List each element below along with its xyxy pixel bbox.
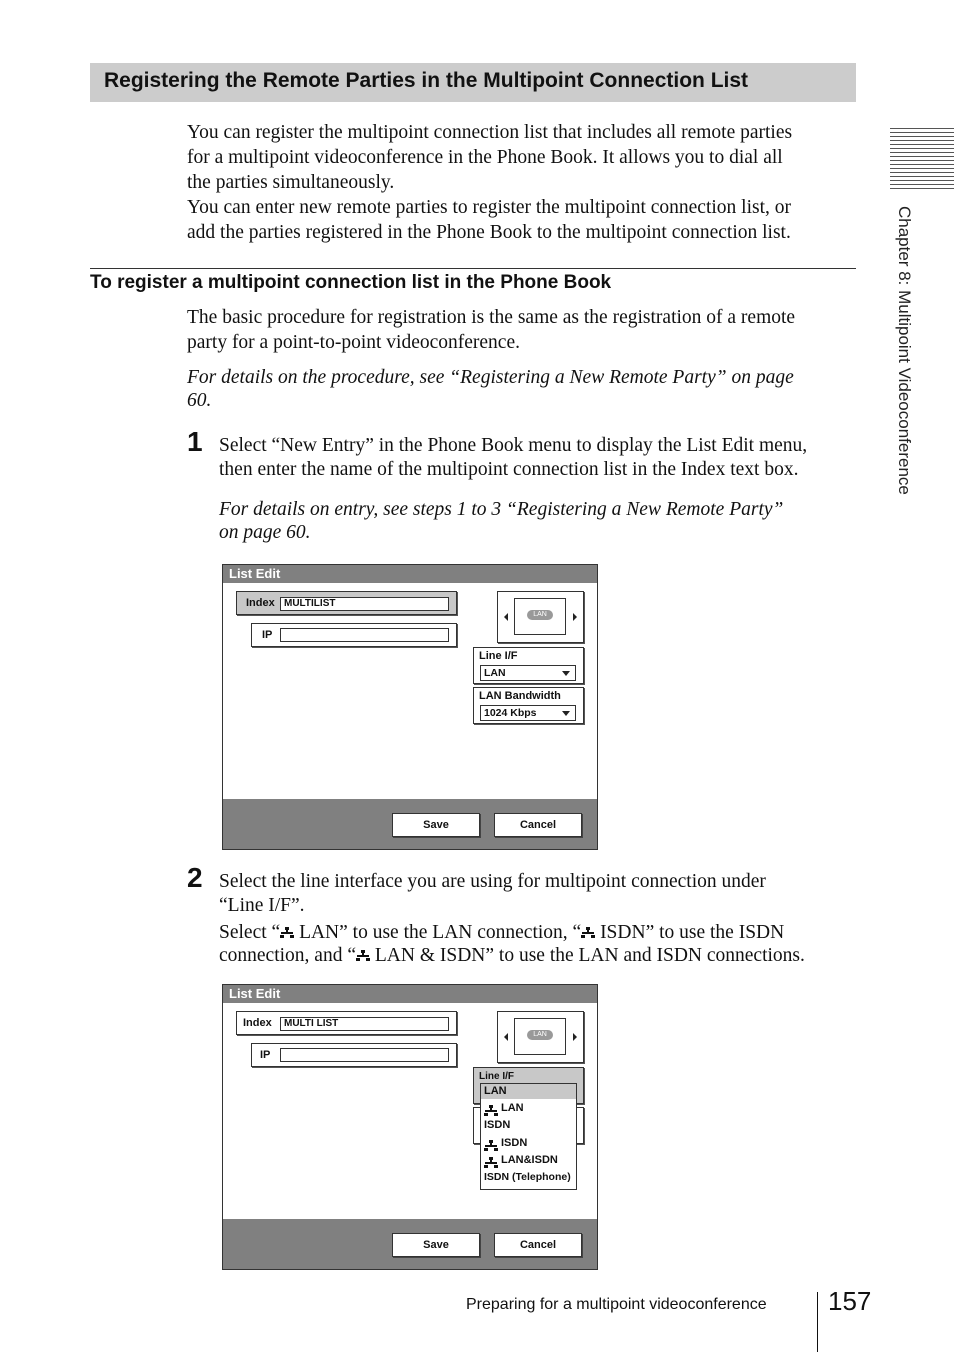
network-icon: [356, 950, 370, 962]
dropdown-group-isdn: ISDN: [484, 1119, 511, 1131]
network-icon: [484, 1138, 498, 1156]
lan-badge: LAN: [527, 1030, 553, 1040]
ip-input[interactable]: [280, 1048, 449, 1062]
dropdown-option-lan[interactable]: LAN: [501, 1102, 524, 1114]
lan-bandwidth-select[interactable]: 1024 Kbps: [480, 705, 576, 721]
section-title-bar: [90, 63, 856, 102]
step-1-text: Select “New Entry” in the Phone Book menu to display the List Edit menu, then enter the name of the multipoint connection list in the Index text box.: [219, 435, 808, 480]
intro-paragraph: You can register the multipoint connection list that includes all remote parties for a multipoint videoconference in the Phone Book. It allows you to dial all the parties simultaneously. You can enter new remote parties to register the multipoint connection list, or add the parties registered in the Phone Book to the multipoint connection list.: [187, 122, 793, 243]
dialog-footer: [223, 1219, 597, 1269]
dialog-titlebar: [223, 985, 597, 1003]
prev-arrow-icon[interactable]: [504, 1033, 508, 1041]
dialog-footer: [223, 799, 597, 849]
next-arrow-icon[interactable]: [573, 613, 577, 621]
lan-bandwidth-group: [473, 687, 584, 724]
step-2-number: 2: [187, 862, 203, 893]
dialog-title: List Edit: [229, 986, 281, 1001]
index-input[interactable]: MULTI LIST: [280, 1017, 449, 1031]
dropdown-option-isdn-telephone[interactable]: ISDN (Telephone): [484, 1171, 571, 1183]
ip-input[interactable]: [280, 628, 449, 642]
basic-paragraph: The basic procedure for registration is the same as the registration of a remote party for a point-to-point videoconference.: [187, 307, 796, 353]
preview-frame: [514, 598, 566, 635]
page-number: 157: [828, 1286, 872, 1316]
line-if-group: [473, 647, 584, 684]
chapter-tab-lines: [890, 128, 954, 192]
index-label: Index: [246, 597, 275, 609]
index-field[interactable]: [236, 591, 457, 615]
lan-badge: LAN: [527, 610, 553, 620]
index-label: Index: [243, 1017, 272, 1029]
network-icon: [280, 927, 294, 939]
prev-arrow-icon[interactable]: [504, 613, 508, 621]
subheading: To register a multipoint connection list in the Phone Book: [90, 272, 612, 293]
reference-note-1: For details on the procedure, see “Registering a New Remote Party” on page 60.: [187, 367, 794, 411]
step-1-number: 1: [187, 426, 203, 457]
list-edit-dialog-2: [222, 984, 598, 1270]
dropdown-option-lan-isdn[interactable]: LAN&ISDN: [501, 1154, 558, 1166]
chevron-down-icon: [562, 671, 570, 676]
line-if-dropdown[interactable]: [480, 1083, 577, 1190]
footer-divider: [817, 1292, 818, 1352]
cancel-button[interactable]: Cancel: [494, 813, 582, 837]
preview-frame: [514, 1018, 566, 1055]
line-if-label: Line I/F: [479, 650, 518, 662]
save-button[interactable]: Save: [392, 813, 480, 837]
dialog-title: List Edit: [229, 566, 281, 581]
step-2-text: Select the line interface you are using for multipoint connection under “Line I/F”.: [219, 871, 766, 916]
line-if-select[interactable]: LAN: [480, 665, 576, 681]
dropdown-option-isdn[interactable]: ISDN: [501, 1137, 528, 1149]
chevron-down-icon: [562, 711, 570, 716]
save-button[interactable]: Save: [392, 1233, 480, 1257]
index-field[interactable]: [236, 1011, 457, 1035]
line-selector-preview[interactable]: [497, 1011, 584, 1063]
ip-field[interactable]: [251, 623, 457, 647]
ip-field[interactable]: [251, 1043, 457, 1067]
chapter-tab-label: Chapter 8: Multipoint Videoconference: [895, 206, 914, 495]
step-2-detail: Select “ LAN” to use the LAN connection, “ ISDN” to use the ISDN connection, and “ LAN & ISDN” to use the LAN and ISDN connections.: [219, 922, 805, 966]
network-icon: [581, 927, 595, 939]
line-if-label: Line I/F: [479, 1071, 514, 1082]
section-title: Registering the Remote Parties in the Multipoint Connection List: [104, 69, 749, 92]
lan-bandwidth-label: LAN Bandwidth: [479, 690, 561, 702]
next-arrow-icon[interactable]: [573, 1033, 577, 1041]
line-selector-preview[interactable]: [497, 591, 584, 643]
index-input[interactable]: MULTILIST: [280, 597, 449, 611]
footer-section-label: Preparing for a multipoint videoconference: [466, 1296, 767, 1313]
step-1-reference: For details on entry, see steps 1 to 3 “Registering a New Remote Party” on page 60.: [219, 499, 784, 543]
dropdown-selected-row[interactable]: LAN: [481, 1084, 576, 1099]
subheading-rule: [90, 268, 856, 269]
cancel-button[interactable]: Cancel: [494, 1233, 582, 1257]
list-edit-dialog-1: [222, 564, 598, 850]
ip-label: IP: [262, 629, 273, 641]
dialog-titlebar: [223, 565, 597, 583]
ip-label: IP: [260, 1049, 271, 1061]
